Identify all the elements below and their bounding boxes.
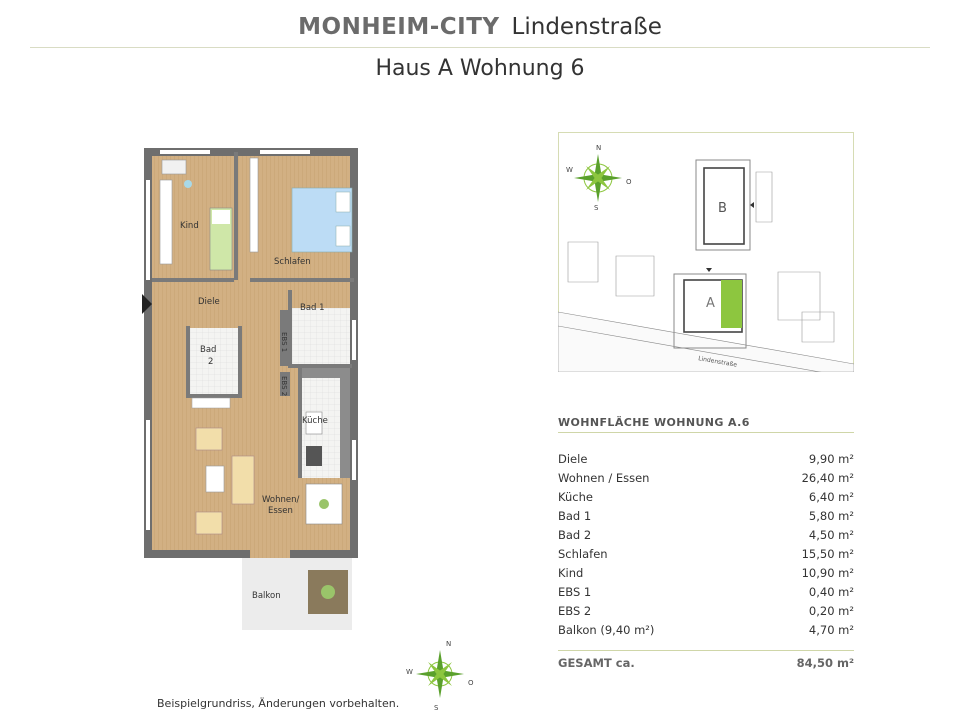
house-b-label: B <box>718 201 727 216</box>
room-name: Bad 2 <box>558 528 592 542</box>
room-area: 9,90 m² <box>808 452 854 466</box>
room-area: 5,80 m² <box>808 509 854 523</box>
table-row <box>558 526 854 545</box>
room-area: 15,50 m² <box>801 547 854 561</box>
room-area: 0,40 m² <box>808 585 854 599</box>
room-name: EBS 2 <box>558 604 592 618</box>
compass-s: S <box>434 704 439 712</box>
compass-o: O <box>468 679 474 687</box>
room-area: 4,70 m² <box>808 623 854 637</box>
label-bad1: Bad 1 <box>300 303 325 313</box>
total-label: GESAMT ca. <box>558 656 635 670</box>
label-kind: Kind <box>180 221 199 231</box>
apartment-highlight <box>721 280 742 328</box>
site-compass-s: S <box>594 204 599 212</box>
room-name: Kind <box>558 566 584 580</box>
site-compass-n: N <box>596 144 602 152</box>
label-schlafen: Schlafen <box>274 257 311 267</box>
street-name: Lindenstraße <box>511 14 662 40</box>
total-rule <box>558 650 854 651</box>
table-row <box>558 488 854 507</box>
page-title <box>0 14 960 40</box>
area-table <box>558 450 854 640</box>
table-row <box>558 450 854 469</box>
table-row <box>558 469 854 488</box>
compass-n: N <box>446 640 452 648</box>
room-area: 6,40 m² <box>808 490 854 504</box>
room-name: Schlafen <box>558 547 608 561</box>
room-area: 4,50 m² <box>808 528 854 542</box>
label-diele: Diele <box>198 297 220 307</box>
label-balkon: Balkon <box>252 591 281 601</box>
site-plan <box>558 132 854 372</box>
table-row <box>558 507 854 526</box>
room-area: 26,40 m² <box>801 471 854 485</box>
bad2-floor <box>188 328 240 394</box>
header-divider <box>30 47 930 48</box>
label-essen: Essen <box>268 506 293 516</box>
room-name: Küche <box>558 490 593 504</box>
apartment-title: Haus A Wohnung 6 <box>375 56 585 81</box>
room-area: 0,20 m² <box>808 604 854 618</box>
label-wohnen: Wohnen/ <box>262 495 300 505</box>
area-title-rule <box>558 432 854 433</box>
label-bad2: Bad <box>200 345 217 355</box>
room-name: Wohnen / Essen <box>558 471 650 485</box>
table-row <box>558 621 854 640</box>
room-name: EBS 1 <box>558 585 592 599</box>
site-compass-o: O <box>626 178 632 186</box>
room-area: 10,90 m² <box>801 566 854 580</box>
table-row <box>558 583 854 602</box>
bad1-floor <box>290 308 352 364</box>
label-ebs1: EBS 1 <box>280 332 288 353</box>
total-row <box>558 656 854 670</box>
site-street-label: Lindenstraße <box>697 355 738 369</box>
area-table-title: WOHNFLÄCHE WOHNUNG A.6 <box>558 416 750 429</box>
disclaimer: Beispielgrundriss, Änderungen vorbehalten. <box>157 697 400 710</box>
table-row <box>558 564 854 583</box>
brand-name: MONHEIM-CITY <box>298 14 500 40</box>
label-bad2-num: 2 <box>208 357 214 367</box>
total-value: 84,50 m² <box>796 656 854 670</box>
table-row <box>558 545 854 564</box>
house-a-label: A <box>706 296 715 311</box>
floor-plan <box>130 140 370 640</box>
site-compass-w: W <box>566 166 573 174</box>
table-row <box>558 602 854 621</box>
label-ebs2: EBS 2 <box>280 376 288 397</box>
room-name: Diele <box>558 452 588 466</box>
compass-w: W <box>406 668 413 676</box>
compass-icon <box>404 636 474 712</box>
room-name: Balkon (9,40 m²) <box>558 623 655 637</box>
label-kueche: Küche <box>302 416 328 426</box>
room-name: Bad 1 <box>558 509 592 523</box>
